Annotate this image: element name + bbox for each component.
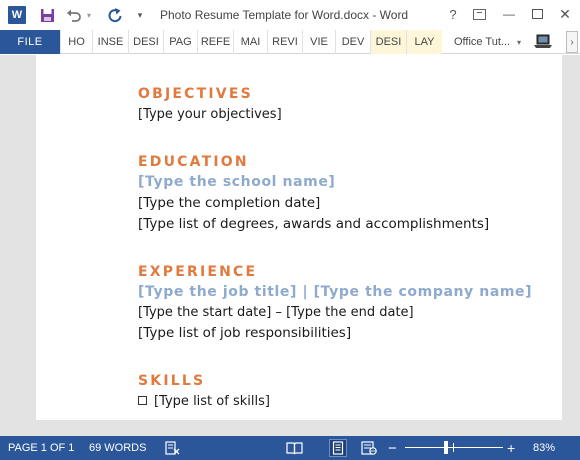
print-layout-icon[interactable] <box>330 440 346 456</box>
tab-table-design[interactable]: DESI <box>370 30 406 54</box>
objectives-placeholder[interactable]: [Type your objectives] <box>138 107 282 122</box>
zoom-level[interactable]: 83% <box>533 442 556 454</box>
zoom-slider-midpoint <box>453 443 454 452</box>
ribbon-tab-bar <box>0 30 580 54</box>
checkbox-bullet-icon <box>138 396 147 405</box>
redo-icon[interactable] <box>106 5 124 25</box>
tab-table-layout[interactable]: LAY <box>406 30 442 54</box>
job-title-company-placeholder[interactable]: [Type the job title] | [Type the company name] <box>138 284 533 300</box>
maximize-button[interactable] <box>524 4 550 24</box>
skills-list-item[interactable] <box>138 394 270 409</box>
tab-developer[interactable]: DEV <box>335 30 370 54</box>
word-count[interactable]: 69 WORDS <box>89 442 147 454</box>
zoom-in-button[interactable]: + <box>507 440 516 456</box>
skills-placeholder[interactable]: [Type list of skills] <box>154 394 270 409</box>
zoom-out-button[interactable]: − <box>388 439 397 457</box>
read-mode-icon[interactable] <box>285 440 303 456</box>
document-area <box>0 55 580 436</box>
web-layout-icon[interactable] <box>360 440 378 456</box>
experience-heading: EXPERIENCE <box>138 264 258 280</box>
save-icon[interactable] <box>38 5 56 25</box>
document-page[interactable] <box>36 55 562 420</box>
undo-icon[interactable] <box>66 5 82 25</box>
customize-quick-access-icon[interactable]: ▾ <box>137 9 143 20</box>
undo-dropdown-icon[interactable]: ▾ <box>86 10 91 20</box>
objectives-heading: OBJECTIVES <box>138 86 253 102</box>
window-title: Photo Resume Template for Word.docx - Word <box>160 8 409 22</box>
tab-review[interactable]: REVI <box>267 30 302 54</box>
minimize-button[interactable]: — <box>503 7 515 21</box>
school-name-placeholder[interactable]: [Type the school name] <box>138 174 336 190</box>
ribbon-display-options-icon[interactable] <box>466 4 492 24</box>
proofing-status-icon[interactable] <box>164 440 180 456</box>
tab-home[interactable]: HO <box>60 30 92 54</box>
zoom-slider[interactable] <box>405 447 503 448</box>
degrees-placeholder[interactable]: [Type list of degrees, awards and accomplishments] <box>138 216 490 232</box>
word-app-icon[interactable]: W <box>8 6 26 24</box>
tab-references[interactable]: REFE <box>197 30 233 54</box>
account-name[interactable] <box>450 30 532 54</box>
job-dates-placeholder[interactable]: [Type the start date] – [Type the end date] <box>138 305 414 320</box>
education-heading: EDUCATION <box>138 154 249 170</box>
tab-design[interactable]: DESI <box>128 30 163 54</box>
zoom-slider-thumb[interactable] <box>444 441 448 454</box>
status-bar <box>0 436 580 460</box>
tab-file[interactable]: FILE <box>0 30 60 54</box>
tab-mailings[interactable]: MAI <box>233 30 267 54</box>
tab-insert[interactable]: INSE <box>92 30 128 54</box>
account-avatar-icon[interactable] <box>533 33 553 51</box>
page-count[interactable]: PAGE 1 OF 1 <box>8 442 75 454</box>
tab-page-layout[interactable]: PAG <box>163 30 197 54</box>
account-label: Office Tut... <box>454 36 511 48</box>
completion-date-placeholder[interactable]: [Type the completion date] <box>138 195 321 211</box>
ribbon-scroll-right-icon[interactable]: › <box>566 31 578 53</box>
help-button[interactable]: ? <box>449 6 457 22</box>
skills-heading: SKILLS <box>138 373 206 389</box>
account-dropdown-icon[interactable]: ▾ <box>517 37 522 47</box>
job-responsibilities-placeholder[interactable]: [Type list of job responsibilities] <box>138 325 352 341</box>
title-bar <box>0 0 580 30</box>
close-button[interactable]: ✕ <box>559 5 571 22</box>
tab-view[interactable]: VIE <box>302 30 335 54</box>
